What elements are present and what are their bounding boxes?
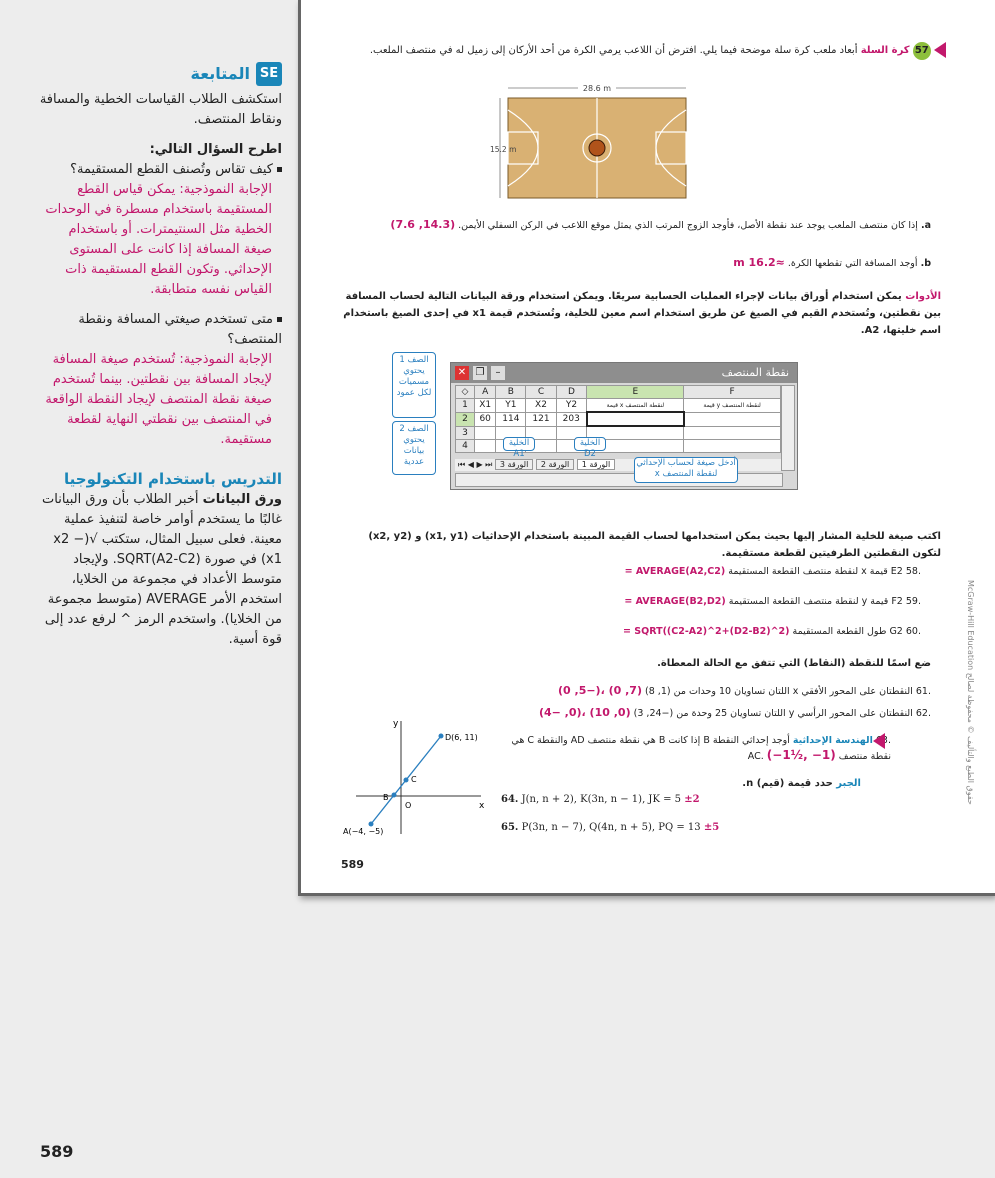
cell-e1[interactable]: قيمة x لنقطة المنتصف [587, 399, 684, 413]
followup-text: استكشف الطلاب القياسات الخطية والمسافة ونقاط المنتصف. [39, 92, 282, 127]
level-c-marker-icon [873, 733, 885, 749]
answer-2-label: الإجابة النموذجية: [179, 352, 272, 367]
tools-label: الأدوات [905, 291, 941, 302]
cell-a2[interactable]: 60 [475, 412, 496, 426]
row-number: 1 [456, 399, 475, 413]
cell-f2[interactable] [684, 412, 781, 426]
col-header-b: B [496, 386, 526, 399]
ex63-answer: (−1½, −1) [766, 748, 836, 762]
ex62-answer: (0, 10) ،(0, −4) [538, 706, 631, 719]
instructions: اكتب صيغة للخلية المشار إليها بحيث يمكن استخدامها لحساب القيمة المبينة باستخدام الإحداثيات (x1, y1) و (x2, y2) لتكون النقطتين الطرفيتين لقطعة مستقيمة. [368, 531, 941, 559]
callout-a1: الخلية A1 [503, 437, 535, 451]
tech-subhead: ورق البيانات [202, 492, 282, 507]
exercise-65 [501, 822, 719, 833]
algebra-label: الجبر [836, 778, 861, 789]
bullet-icon [277, 167, 282, 172]
col-header-d: D [556, 386, 587, 399]
ex60-text: طول القطعة المستقيمة [792, 626, 887, 637]
row-number: 3 [456, 426, 475, 440]
col-header-c: C [526, 386, 556, 399]
part-b-answer: ≈16.2 m [733, 256, 785, 269]
part-b-text: أوجد المسافة التي تقطعها الكرة. [787, 258, 918, 269]
exercise-63 [511, 733, 891, 764]
vertical-scrollbar[interactable] [781, 385, 795, 471]
cell-a1[interactable]: X1 [475, 399, 496, 413]
part-b-label: b. [920, 258, 931, 269]
page-number: 589 [341, 858, 364, 871]
row-number: 4 [456, 440, 475, 453]
point-d-label: D(6, 11) [445, 733, 478, 742]
exercise-57 [361, 42, 946, 60]
cell-d2[interactable]: 203 [556, 412, 587, 426]
question-2: متى تستخدم صيغتي المسافة ونقطة المنتصف؟ [78, 312, 282, 347]
col-header-a: A [475, 386, 496, 399]
answer-2-text: تُستخدم صيغة المسافة لإيجاد المسافة بين نقطتين. بينما تُستخدم صيغة نقطة المنتصف لإيجاد النقطة الواقعة في المنتصف بين نقطتي النهاية لقطعة مستقيمة. [45, 352, 272, 447]
ex61-answer: (7, 0) ،(−5, 0) [557, 684, 642, 697]
spreadsheet-title: نقطة المنتصف [721, 366, 789, 379]
ex59-num: .59 [905, 596, 921, 607]
col-header-e: E [587, 386, 684, 399]
se-icon: SE [256, 62, 282, 86]
part-b [341, 256, 931, 271]
sidebar [0, 0, 298, 1178]
ex61-num: .61 [915, 686, 931, 697]
x-axis-label: x [479, 801, 485, 811]
court-length-label: 28.6 m [582, 84, 612, 93]
cell-f1[interactable]: قيمة y لنقطة المنتصف [684, 399, 781, 413]
point-b [392, 793, 397, 798]
point-a-label: A(−4, −5) [343, 827, 384, 836]
ex60-num: .60 [905, 626, 921, 637]
point-a [369, 822, 374, 827]
ex62-num: .62 [915, 708, 931, 719]
cell-e2[interactable] [587, 412, 684, 426]
minimize-icon[interactable]: – [491, 366, 505, 380]
ex58-answer: AVERAGE(A2,C2) = [624, 566, 726, 577]
sheet-tab-1[interactable]: الورقة 1 [577, 459, 615, 470]
callout-d2: الخلية D2 [574, 437, 606, 451]
exercise-title: كرة السلة [860, 45, 910, 56]
ex59-answer: AVERAGE(B2,D2) = [624, 596, 726, 607]
question-1: كيف تقاس وتُصنف القطع المستقيمة؟ [70, 162, 273, 177]
exercise-64 [501, 794, 700, 805]
exercise-58 [501, 566, 921, 577]
algebra-text: حدد قيمة (قيم) n. [742, 778, 833, 789]
part-a [341, 218, 931, 233]
tools-paragraph [341, 288, 941, 339]
close-icon[interactable]: ✕ [455, 366, 469, 380]
restore-icon[interactable]: ❐ [473, 366, 487, 380]
tech-heading: التدريس باستخدام التكنولوجيا [64, 470, 282, 488]
ex63-title: الهندسة الإحداثية [792, 735, 873, 746]
ex59-cell: F2 [891, 596, 903, 607]
ex58-text: قيمة x لنقطة منتصف القطعة المستقيمة [728, 566, 888, 577]
exercise-number: 57 [913, 42, 931, 60]
ex58-num: .58 [905, 566, 921, 577]
exercise-61 [441, 684, 931, 697]
spreadsheet-window [450, 362, 798, 490]
bullet-icon [277, 317, 282, 322]
ex64-text: J(n, n + 2), K(3n, n − 1), JK = 5 [521, 794, 682, 805]
ex58-cell: E2 [890, 566, 903, 577]
row-number: 2 [456, 412, 475, 426]
ex65-answer: ±5 [703, 822, 720, 833]
callout-row1: الصف 1 يحتوي مسميات لكل عمود [392, 352, 436, 418]
answer-1-text: يمكن قياس القطع المستقيمة باستخدام مسطرة في الوحدات الخطية مثل السنتيمترات. أو باستخدام صيغة المسافة إذا كانت على المستوى الإحداثي. وتكون القطع المستقيمة ذات القياس نفسه متطابقة. [45, 182, 272, 297]
col-header-f: F [684, 386, 781, 399]
point-b-label: B [383, 793, 389, 802]
ex62-text: النقطتان على المحور الرأسي y اللتان تساويان 25 وحدة من (−24, 3) [633, 708, 913, 719]
side-credit [963, 580, 977, 860]
name-heading: ضع اسمًا للنقطة (النقاط) التي تتفق مع الحالة المعطاة. [657, 658, 931, 669]
y-axis-label: y [393, 719, 399, 729]
bottom-page-number: 589 [40, 1142, 74, 1161]
part-a-label: a. [920, 220, 931, 231]
sheet-nav-icon[interactable]: ⏮ ◀ ▶ ⏭ [458, 460, 493, 469]
exercise-text: أبعاد ملعب كرة سلة موضحة فيما يلي. افترض أن اللاعب يرمي الكرة من أحد الأركان إلى زميل له في منتصف الملعب. [369, 45, 858, 56]
exercise-59 [501, 596, 921, 607]
ex60-cell: G2 [889, 626, 903, 637]
cell-b1[interactable]: Y1 [496, 399, 526, 413]
ex59-text: قيمة y لنقطة منتصف القطعة المستقيمة [728, 596, 889, 607]
ex65-text: P(3n, n − 7), Q(4n, n + 5), PQ = 13 [521, 822, 701, 833]
spreadsheet-titlebar [451, 363, 797, 383]
origin-label: O [405, 801, 412, 810]
answer-1-label: الإجابة النموذجية: [179, 182, 272, 197]
ex64-answer: ±2 [684, 794, 700, 805]
coordinate-graph [341, 716, 491, 841]
level-b-marker-icon [934, 42, 946, 58]
part-a-text: إذا كان منتصف الملعب يوجد عند نقطة الأصل، فأوجد الزوج المرتب الذي يمثل موقع اللاعب في الركن السفلي الأيمن. [458, 220, 918, 231]
part-a-answer: (14.3, 7.6) [390, 218, 456, 231]
ex61-text: النقطتان على المحور الأفقي x اللتان تساويان 10 وحدات من (1, 8) [645, 686, 913, 697]
ex64-num: 64. [501, 794, 519, 805]
corner-cell-icon: ◇ [456, 386, 475, 399]
followup-section [38, 62, 282, 650]
ask-heading: اطرح السؤال التالي: [149, 142, 282, 157]
callout-formula: أدخل صيغة لحساب الإحداثي x لنقطة المنتصف [634, 457, 738, 483]
tools-text: يمكن استخدام أوراق بيانات لإجراء العمليات الحسابية سريعًا. ويمكن استخدام ورقة البيانات التالية لحساب المسافة بين نقطتين، وتُستخدم القيم في الصيغ عن طريق استخدام اسم معين للخلية، وتُستخدم قيمة x1 في إحدى الصيغ باستخدام اسم خليتها، A2. [343, 291, 941, 336]
point-c-label: C [411, 775, 417, 784]
court-width-label: 15.2 m [490, 145, 517, 154]
ex63-text: أوجد إحداثي النقطة B إذا كانت B هي نقطة منتصف AD والنقطة C هي نقطة منتصف AC. [511, 735, 891, 762]
textbook-page [298, 0, 995, 896]
sheet-tab-2[interactable]: الورقة 2 [536, 459, 574, 470]
ex60-answer: SQRT((C2-A2)^2+(D2-B2)^2) = [623, 626, 790, 637]
cell-b2[interactable]: 114 [496, 412, 526, 426]
exercise-62 [441, 706, 931, 719]
ex63-num: .63 [875, 735, 891, 746]
point-d [439, 734, 444, 739]
ex65-num: 65. [501, 822, 519, 833]
cell-c1[interactable]: X2 [526, 399, 556, 413]
court-figure [490, 80, 696, 202]
followup-title: المتابعة [190, 64, 250, 83]
cell-d1[interactable]: Y2 [556, 399, 587, 413]
algebra-heading [561, 778, 861, 789]
exercise-60 [501, 626, 921, 637]
tech-text: أخبر الطلاب بأن ورق البيانات غالبًا ما يستخدم أوامر خاصة لتنفيذ عملية معينة. فعلى سبيل المثال، ستكتب √(x2 − x1) في صورة SQRT(A2-C2). ولإيجاد متوسط الأعداد في مجموعة من الخلايا، استخدم الأمر AVERAGE (متوسط مجموعة من الخلايا). واستخدم الرمز ^ لرفع عدد إلى قوة أسية. [42, 492, 282, 647]
sheet-tab-3[interactable]: الورقة 3 [495, 459, 533, 470]
point-c [404, 778, 409, 783]
callout-row2: الصف 2 يحتوي بيانات عددية [392, 421, 436, 475]
cell-c2[interactable]: 121 [526, 412, 556, 426]
court-image [490, 80, 696, 202]
side-credit-text: McGraw-Hill Education حقوق الطبع والتأليف © محفوظة لصالح [966, 580, 975, 805]
